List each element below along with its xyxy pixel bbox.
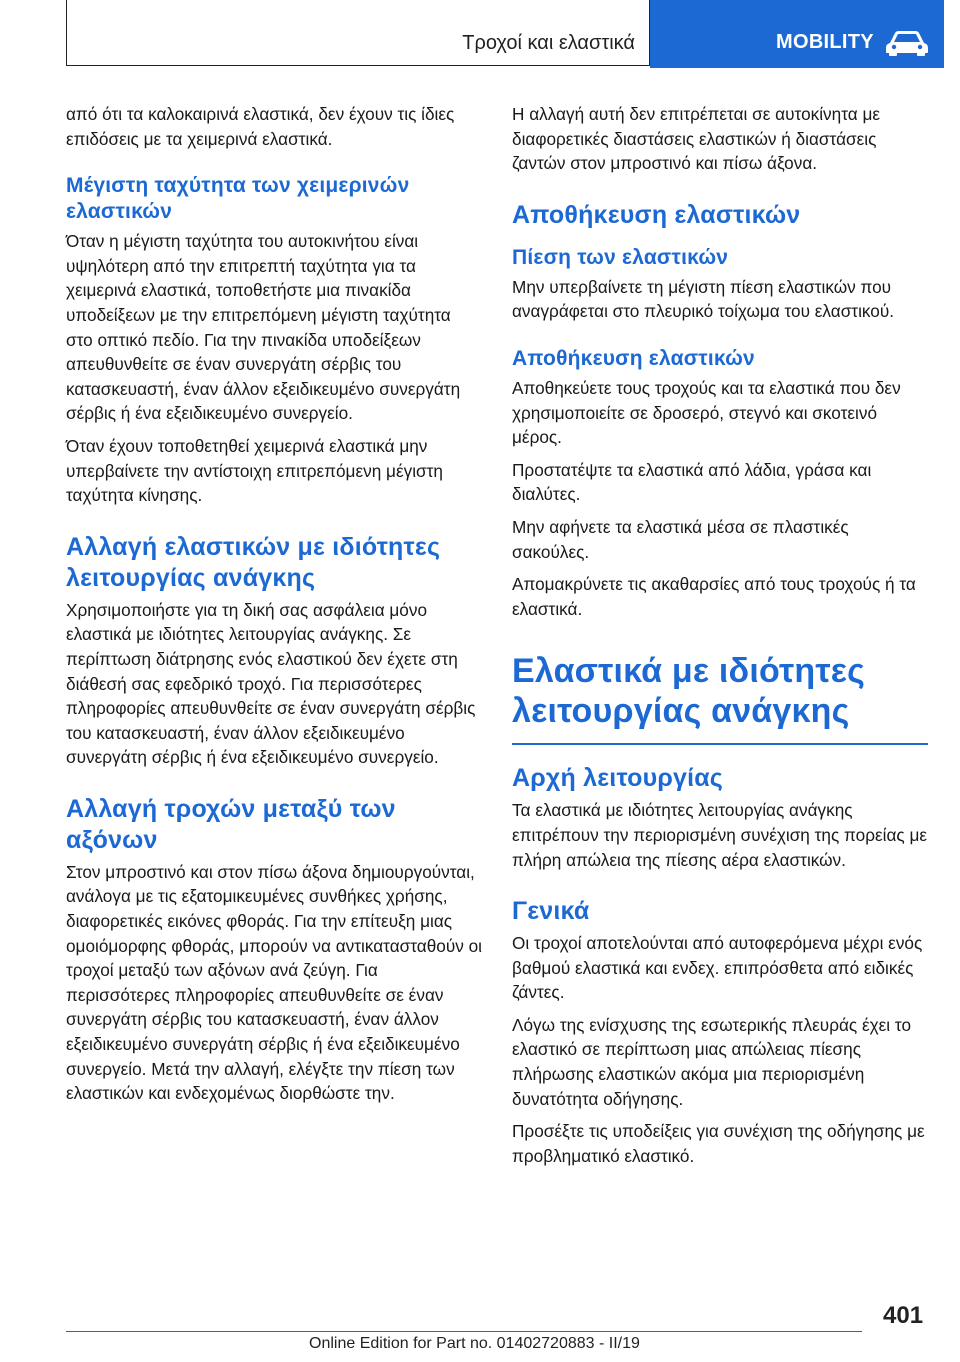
section-divider <box>512 743 928 745</box>
heading-max-speed: Μέγιστη ταχύτητα των χειμερινών ελαστικών <box>66 174 410 224</box>
section-tab-label: MOBILITY <box>776 31 874 53</box>
heading-swap-wheels-axles: Αλλαγή τροχών μεταξύ των αξόνων <box>66 794 396 854</box>
paragraph: Τα ελαστικά με ιδιότητες λειτουργίας ανάγκης επιτρέπουν την περιορισμένη συνέχιση της πορείας με πλήρη απώλεια της πίεσης αέρα ελαστικών. <box>512 800 928 870</box>
paragraph: Λόγω της ενίσχυσης της εσωτερικής πλευράς έχει το ελαστικό σε περίπτωση μιας απώλειας πίεσης πλήρωσης ελαστικών ακόμα μια περιορισμένη δυνατότητα οδήγησης. <box>512 1014 912 1109</box>
heading-tire-storage: Αποθήκευση ελαστικών <box>512 200 801 229</box>
paragraph: Οι τροχοί αποτελούνται από αυτοφερόμενα μέχρι ενός βαθμού ελαστικά και ενδεχ. επιπρόσθετα από ειδικές ζάντες. <box>512 933 923 1003</box>
paragraph: Η αλλαγή αυτή δεν επιτρέπεται σε αυτοκίνητα με διαφορετικές διαστάσεις ελαστικών ή διαστάσεις ζαντών στον μπροστινό και πίσω άξονα. <box>512 104 881 174</box>
chapter-title: Τροχοί και ελαστικά <box>462 32 635 54</box>
paragraph: από ότι τα καλοκαιρινά ελαστικά, δεν έχουν τις ίδιες επιδόσεις με τα χειμερινά ελαστικά. <box>66 104 455 149</box>
footer-edition: Online Edition for Part no. 01402720883 - II/19 <box>309 1335 640 1352</box>
paragraph: Απομακρύνετε τις ακαθαρσίες από τους τροχούς ή τα ελαστικά. <box>512 574 916 619</box>
paragraph: Στον μπροστινό και στον πίσω άξονα δημιουργούνται, ανάλογα με τις εξατομικευμένες συνθήκες χρήσης, διαφορετικές εικόνες φθοράς. Για την επίτευξη μιας ομοιόμορφης φθοράς, μπορούν να αντικατασταθούν οι τροχοί μεταξύ των αξόνων ανά ζεύγη. Για περισσότερες πληροφορίες απευθυνθείτε σε έναν συνεργάτη σέρβις του κατασκευαστή, έναν άλλον εξειδικευμένο συνεργάτη σέρβις ή ένα εξειδικευμένο συνεργείο. Μετά την αλλαγή, ελέγξτε την πίεση των ελαστικών και ενδεχομένως διορθώστε την. <box>66 861 482 1104</box>
page-number: 401 <box>883 1302 924 1329</box>
heading-tire-storage-sub: Αποθήκευση ελαστικών <box>512 346 755 370</box>
paragraph: Μην αφήνετε τα ελαστικά μέσα σε πλαστικές σακούλες. <box>512 516 849 562</box>
paragraph: Αποθηκεύετε τους τροχούς και τα ελαστικά που δεν χρησιμοποιείτε σε δροσερό, στεγνό και σκοτεινό μέρος. <box>512 377 901 448</box>
paragraph: Χρησιμοποιήστε για τη δική σας ασφάλεια μόνο ελαστικά με ιδιότητες λειτουργίας ανάγκης. Σε περίπτωση διάτρησης ενός ελαστικού δεν έχετε στη διάθεσή σας εφεδρικό τροχό. Για περισσότερες πληροφορίες απευθυνθείτε σε έναν συνεργάτη σέρβις του κατασκευαστή, έναν άλλον εξειδικευμένο συνεργάτη σέρβις ή ένα εξειδικευμένο συνεργείο. <box>66 599 476 768</box>
paragraph: Όταν έχουν τοποθετηθεί χειμερινά ελαστικά μην υπερβαίνετε την αντίστοιχη επιτρεπόμενη μέγιστη ταχύτητα κίνησης. <box>66 435 443 506</box>
heading-change-runflat-tires: Αλλαγή ελαστικών με ιδιότητες λειτουργίας ανάγκης <box>66 532 441 592</box>
paragraph: Όταν η μέγιστη ταχύτητα του αυτοκινήτου είναι υψηλότερη από την επιτρεπτή ταχύτητα για τα χειμερινά ελαστικά, τοποθετήστε μια πινακίδα υποδείξεων με την επιτρεπόμενη μέγιστη ταχύτητα στο οπτικό πεδίο. Για την πινακίδα υποδείξεων απευθυνθείτε σε έναν συνεργάτη σέρβις του κατασκευαστή, έναν άλλον εξειδικευμένο συνεργάτη σέρβις ή ένα εξειδικευμένο συνεργείο. <box>66 231 461 424</box>
paragraph: Προστατέψτε τα ελαστικά από λάδια, γράσα και διαλύτες. <box>512 459 872 505</box>
heading-operating-principle: Αρχή λειτουργίας <box>512 764 724 793</box>
paragraph: Μην υπερβαίνετε τη μέγιστη πίεση ελαστικών που αναγράφεται στο πλευρικό τοίχωμα του ελαστικού. <box>512 276 895 322</box>
paragraph: Προσέξτε τις υποδείξεις για συνέχιση της οδήγησης με προβληματικό ελαστικό. <box>512 1121 925 1166</box>
heading-general: Γενικά <box>512 897 590 926</box>
section-tab[interactable] <box>650 0 944 68</box>
right-column <box>512 102 928 1176</box>
left-column <box>66 102 482 1114</box>
header-chapter-box <box>66 0 650 66</box>
heading-tire-pressure: Πίεση των ελαστικών <box>512 245 729 269</box>
footer-divider <box>66 1331 862 1332</box>
car-icon <box>884 28 930 56</box>
heading-runflat-tires: Ελαστικά με ιδιότητες λειτουργίας ανάγκης <box>512 652 865 731</box>
